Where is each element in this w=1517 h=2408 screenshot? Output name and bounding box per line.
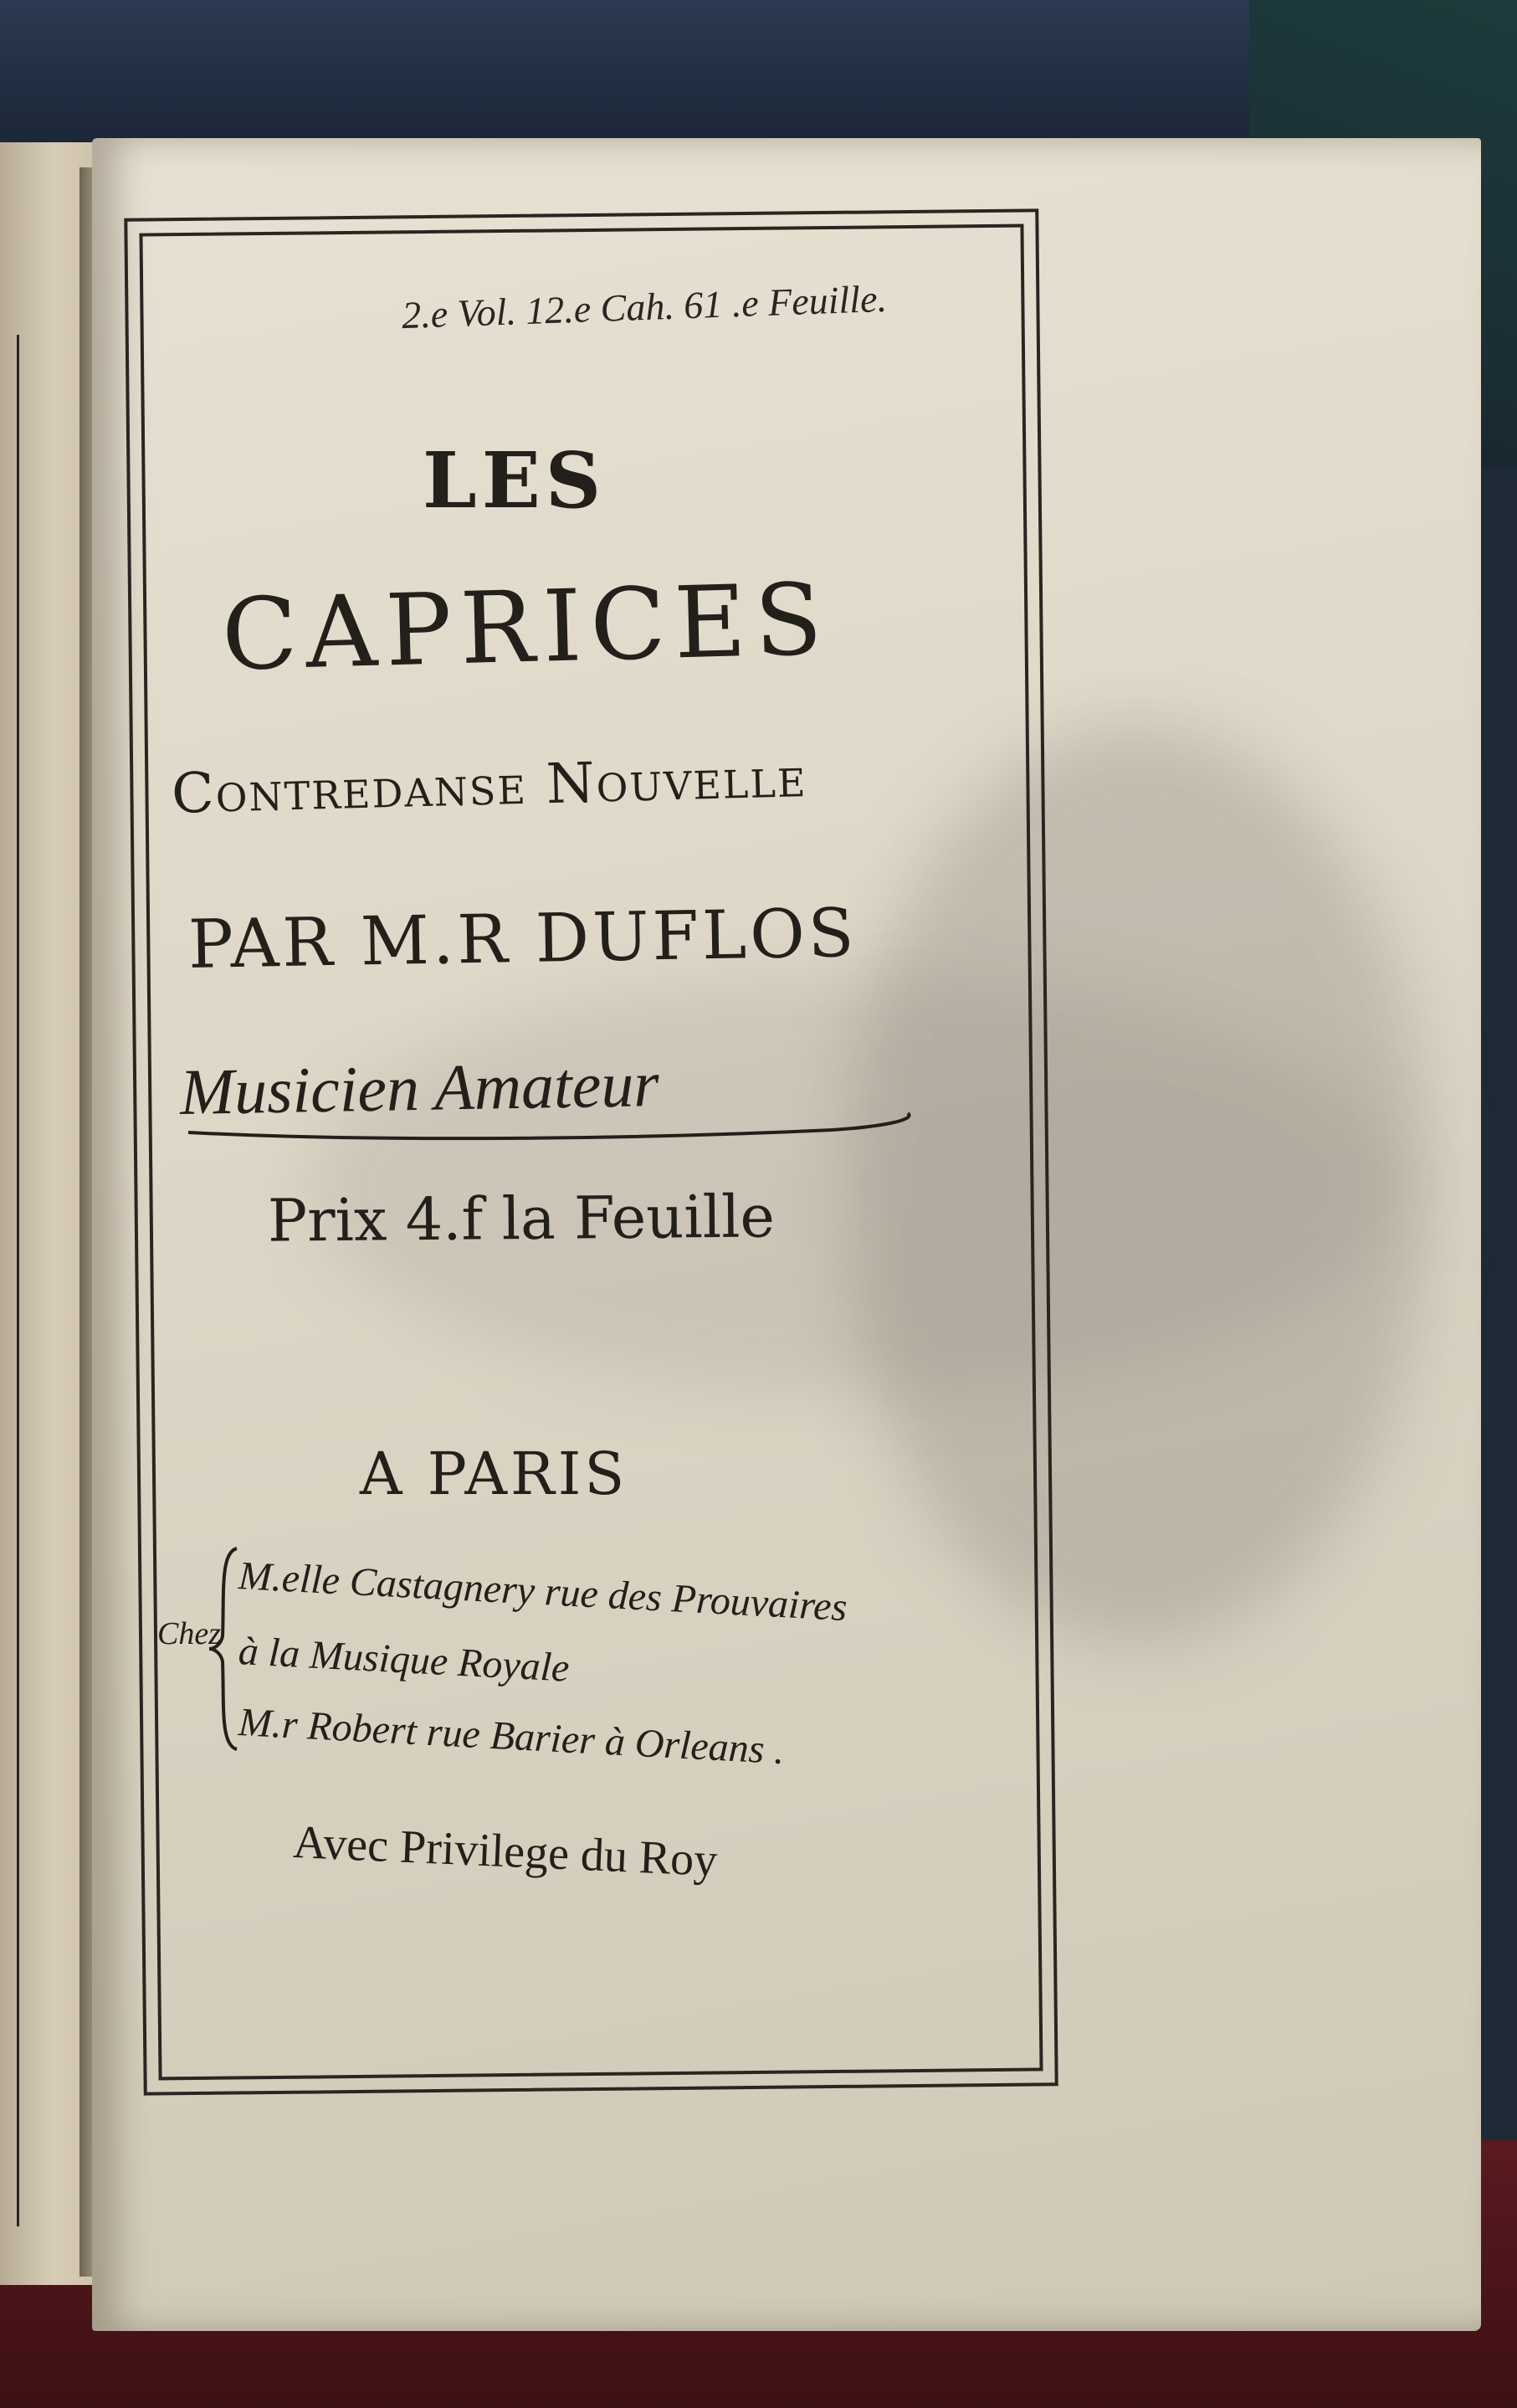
address-line-2: à la Musique Royale bbox=[237, 1629, 571, 1691]
price-line: Prix 4.f la Feuille bbox=[267, 1182, 776, 1255]
royal-privilege: Avec Privilege du Roy bbox=[291, 1815, 719, 1887]
imprint-city: A PARIS bbox=[360, 1440, 628, 1508]
author-line: PAR M.R DUFLOS bbox=[187, 894, 858, 983]
title-caprices: CAPRICES bbox=[220, 561, 833, 693]
address-line-3: M.r Robert rue Barier à Orleans . bbox=[237, 1700, 786, 1774]
volume-reference: 2.e Vol. 12.e Cah. 61 .e Feuille. bbox=[401, 276, 888, 337]
chez-label: Chez bbox=[157, 1616, 221, 1651]
flourish-ornament bbox=[180, 1112, 933, 1145]
title-les: LES bbox=[423, 435, 607, 526]
subtitle-contredanse: Contredanse Nouvelle bbox=[171, 745, 808, 826]
author-description: Musicien Amateur bbox=[179, 1047, 660, 1128]
address-line-1: M.elle Castagnery rue des Prouvaires bbox=[237, 1553, 848, 1630]
curly-brace-icon bbox=[208, 1544, 241, 1753]
facing-page-frame-rule bbox=[0, 335, 19, 2226]
